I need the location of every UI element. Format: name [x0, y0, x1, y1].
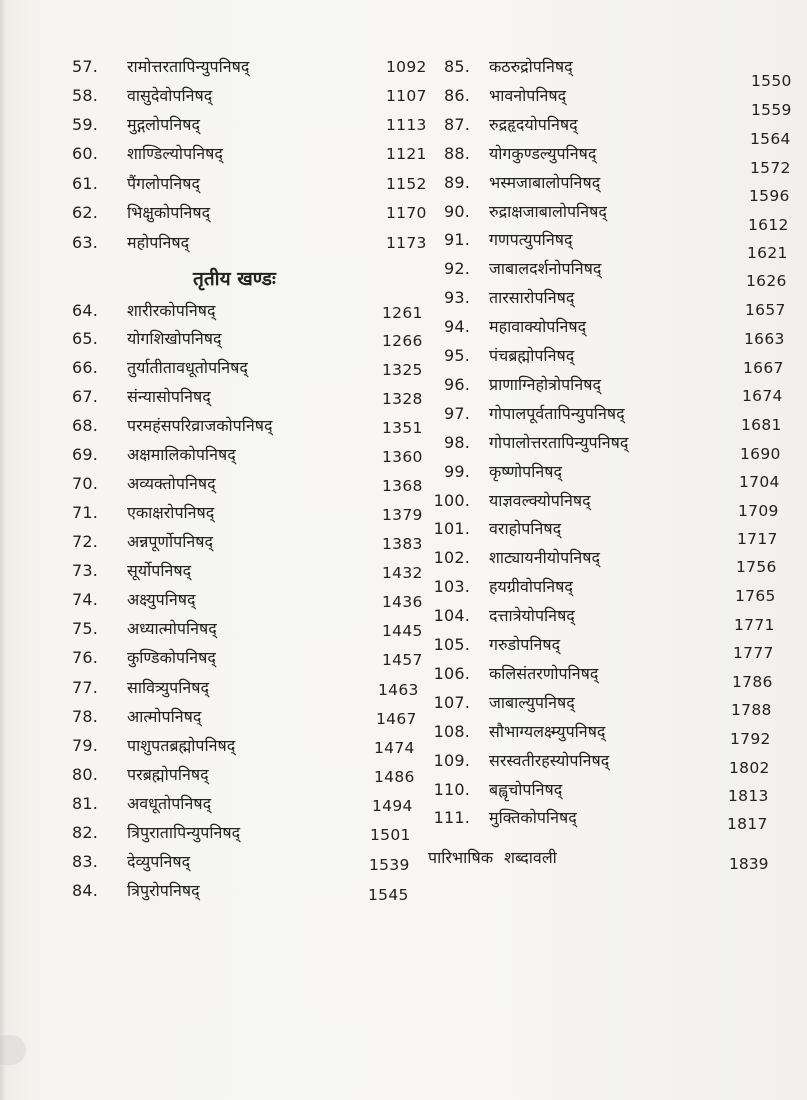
entry-title: बह्वृचोपनिषद्: [489, 780, 563, 799]
entry-number: 81.: [71, 794, 98, 813]
entry-number: 69.: [71, 445, 98, 464]
entry-page-number: 1621: [747, 244, 788, 262]
entry-number: 72.: [71, 532, 98, 551]
toc-entry: [417, 460, 807, 491]
entry-title: गरुडोपनिषद्: [489, 635, 561, 654]
entry-page-number: 1663: [744, 330, 785, 348]
entry-page-number: 1709: [738, 502, 779, 520]
entry-page-number: 1777: [733, 644, 774, 662]
toc-entry: [417, 546, 807, 576]
entry-page-number: 1756: [736, 558, 777, 576]
entry-page-number: 1328: [382, 390, 423, 408]
entry-number: 64.: [71, 301, 98, 320]
entry-title: जाबाल्युपनिषद्: [489, 693, 575, 712]
entry-number: 111.: [433, 808, 470, 827]
toc-entry: [0, 588, 423, 612]
toc-entry: [417, 691, 807, 719]
entry-title: पैंगलोपनिषद्: [127, 174, 200, 193]
toc-entry: [417, 286, 807, 319]
entry-title: अवधूतोपनिषद्: [127, 794, 212, 813]
toc-entry: [0, 879, 409, 904]
entry-page-number: 1261: [382, 304, 423, 322]
entry-page-number: 1379: [382, 506, 423, 524]
toc-entry: [0, 142, 427, 166]
toc-entry: [417, 402, 807, 434]
entry-title: अव्यक्तोपनिषद्: [127, 474, 216, 493]
toc-entry: [0, 327, 423, 351]
entry-number: 96.: [443, 375, 470, 394]
entry-number: 92.: [443, 259, 470, 278]
toc-entry: [417, 55, 807, 90]
entry-page-number: 1674: [742, 387, 783, 405]
entry-page-number: 1501: [370, 826, 411, 844]
toc-entry: [0, 231, 427, 255]
toc-entry: [0, 792, 413, 816]
entry-title: शाट्यायनीयोपनिषद्: [489, 548, 600, 567]
entry-number: 99.: [443, 462, 470, 481]
entry-title: रामोत्तरतापिन्युपनिषद्: [127, 57, 250, 76]
glossary-entry-label: पारिभाषिक शब्दावली: [428, 848, 557, 867]
entry-number: 57.: [71, 57, 98, 76]
toc-entry: [417, 720, 807, 748]
toc-entry: [417, 431, 807, 463]
entry-number: 95.: [443, 346, 470, 365]
entry-page-number: 1494: [372, 797, 413, 815]
entry-title: पंचब्रह्मोपनिषद्: [489, 346, 575, 365]
toc-entry: [0, 763, 415, 787]
toc-entry: [417, 142, 807, 177]
entry-number: 77.: [71, 678, 98, 697]
entry-page-number: 1474: [374, 739, 415, 757]
toc-entry: [417, 604, 807, 634]
entry-page-number: 1351: [382, 419, 423, 437]
entry-page-number: 1368: [382, 477, 423, 495]
entry-title: सौभाग्यलक्ष्म्युपनिषद्: [489, 722, 606, 741]
entry-title: आत्मोपनिषद्: [127, 707, 202, 726]
entry-page-number: 1486: [374, 768, 415, 786]
entry-number: 61.: [71, 174, 98, 193]
entry-page-number: 1667: [743, 359, 784, 377]
toc-entry: [0, 559, 423, 583]
entry-number: 102.: [433, 548, 470, 567]
toc-entry: [0, 676, 419, 700]
entry-number: 76.: [71, 648, 98, 667]
entry-page-number: 1802: [729, 759, 770, 777]
toc-entry: [417, 749, 807, 777]
toc-entry: [417, 517, 807, 548]
entry-page-number: 1113: [386, 116, 427, 134]
toc-entry: [0, 821, 411, 845]
entry-page-number: 1325: [382, 361, 423, 379]
toc-entry: [0, 172, 427, 196]
entry-number: 101.: [433, 519, 470, 538]
entry-number: 109.: [433, 751, 470, 770]
entry-title: भिक्षुकोपनिषद्: [127, 203, 211, 222]
entry-page-number: 1717: [737, 530, 778, 548]
entry-page-number: 1152: [386, 175, 427, 193]
entry-number: 63.: [71, 233, 98, 252]
entry-title: त्रिपुरोपनिषद्: [127, 881, 200, 900]
toc-entry: [0, 705, 417, 729]
entry-title: परब्रह्मोपनिषद्: [127, 765, 209, 784]
toc-entry: [0, 646, 423, 670]
toc-entry: [417, 84, 807, 119]
entry-number: 87.: [443, 115, 470, 134]
toc-entry: [417, 113, 807, 148]
entry-title: संन्यासोपनिषद्: [127, 387, 211, 406]
toc-entry: [417, 200, 807, 234]
toc-entry: [417, 806, 807, 833]
entry-title: योगकुण्डल्युपनिषद्: [489, 144, 597, 163]
entry-page-number: 1612: [748, 216, 789, 234]
entry-title: गोपालोत्तरतापिन्युपनिषद्: [489, 433, 629, 452]
toc-entry: [0, 84, 427, 108]
entry-number: 100.: [433, 491, 470, 510]
toc-entry: [0, 299, 423, 323]
entry-number: 105.: [433, 635, 470, 654]
entry-title: भस्मजाबालोपनिषद्: [489, 173, 601, 192]
entry-number: 82.: [71, 823, 98, 842]
entry-page-number: 1457: [382, 651, 423, 669]
entry-title: पाशुपतब्रह्मोपनिषद्: [127, 736, 236, 755]
entry-title: रुद्राक्षजाबालोपनिषद्: [489, 202, 607, 221]
entry-page-number: 1121: [386, 145, 427, 163]
entry-title: जाबालदर्शनोपनिषद्: [489, 259, 602, 278]
entry-title: गोपालपूर्वतापिन्युपनिषद्: [489, 404, 625, 423]
entry-title: शारीरकोपनिषद्: [127, 301, 216, 320]
entry-page-number: 1463: [378, 681, 419, 699]
entry-page-number: 1170: [386, 204, 427, 222]
entry-title: हयग्रीवोपनिषद्: [489, 577, 573, 596]
entry-page-number: 1786: [732, 673, 773, 691]
entry-title: कृष्णोपनिषद्: [489, 462, 563, 481]
entry-number: 83.: [71, 852, 98, 871]
entry-page-number: 1572: [750, 159, 791, 177]
entry-number: 91.: [443, 230, 470, 249]
entry-number: 93.: [443, 288, 470, 307]
entry-title: अक्षमालिकोपनिषद्: [127, 445, 236, 464]
entry-page-number: 1596: [749, 187, 790, 205]
entry-number: 65.: [71, 329, 98, 348]
entry-number: 84.: [71, 881, 98, 900]
entry-page-number: 1813: [728, 787, 769, 805]
glossary-entry-page: 1839: [729, 855, 769, 873]
entry-number: 97.: [443, 404, 470, 423]
entry-number: 108.: [433, 722, 470, 741]
entry-title: याज्ञवल्क्योपनिषद्: [489, 491, 591, 510]
entry-number: 71.: [71, 503, 98, 522]
toc-entry: [417, 575, 807, 605]
toc-entry: [417, 171, 807, 205]
entry-number: 98.: [443, 433, 470, 452]
entry-number: 104.: [433, 606, 470, 625]
entry-title: त्रिपुरातापिन्युपनिषद्: [127, 823, 241, 842]
entry-title: कठरुद्रोपनिषद्: [489, 57, 573, 76]
entry-page-number: 1704: [739, 473, 780, 491]
entry-page-number: 1092: [386, 58, 427, 76]
entry-title: देव्युपनिषद्: [127, 852, 191, 871]
entry-title: मुद्गलोपनिषद्: [127, 115, 200, 134]
entry-page-number: 1467: [376, 710, 417, 728]
entry-title: वराहोपनिषद्: [489, 519, 562, 538]
entry-title: अध्यात्मोपनिषद्: [127, 619, 217, 638]
section-heading: तृतीय खण्डः: [193, 268, 276, 290]
entry-title: कुण्डिकोपनिषद्: [127, 648, 216, 667]
entry-page-number: 1690: [740, 445, 781, 463]
toc-entry: [0, 113, 427, 137]
entry-number: 66.: [71, 358, 98, 377]
toc-entry: [0, 385, 423, 409]
entry-title: सावित्र्युपनिषद्: [127, 678, 209, 697]
entry-page-number: 1681: [741, 416, 782, 434]
entry-number: 90.: [443, 202, 470, 221]
entry-title: वासुदेवोपनिषद्: [127, 86, 213, 105]
entry-number: 78.: [71, 707, 98, 726]
toc-entry: [0, 472, 423, 496]
entry-page-number: 1657: [745, 301, 786, 319]
entry-title: सरस्वतीरहस्योपनिषद्: [489, 751, 610, 770]
entry-title: मुक्तिकोपनिषद्: [489, 808, 577, 827]
toc-entry: [0, 414, 423, 438]
toc-entry: [0, 850, 410, 874]
entry-number: 62.: [71, 203, 98, 222]
entry-number: 80.: [71, 765, 98, 784]
entry-title: तुर्यातीतावधूतोपनिषद्: [127, 358, 248, 377]
toc-entry: [417, 257, 807, 290]
toc-entry: [417, 344, 807, 377]
entry-page-number: 1817: [727, 815, 768, 833]
toc-entry: [0, 55, 427, 79]
entry-page-number: 1626: [746, 272, 787, 290]
entry-number: 67.: [71, 387, 98, 406]
entry-title: महावाक्योपनिषद्: [489, 317, 587, 336]
entry-title: परमहंसपरिव्राजकोपनिषद्: [127, 416, 273, 435]
toc-entry: [0, 530, 423, 554]
entry-title: गणपत्युपनिषद्: [489, 230, 573, 249]
entry-number: 107.: [433, 693, 470, 712]
entry-page-number: 1564: [750, 130, 791, 148]
entry-title: अन्नपूर्णोपनिषद्: [127, 532, 214, 551]
entry-number: 74.: [71, 590, 98, 609]
entry-number: 73.: [71, 561, 98, 580]
entry-title: शाण्डिल्योपनिषद्: [127, 144, 223, 163]
entry-number: 58.: [71, 86, 98, 105]
entry-title: भावनोपनिषद्: [489, 86, 567, 105]
entry-number: 70.: [71, 474, 98, 493]
entry-number: 94.: [443, 317, 470, 336]
toc-entry: [0, 201, 427, 225]
entry-page-number: 1445: [382, 622, 423, 640]
entry-title: अक्ष्युपनिषद्: [127, 590, 196, 609]
entry-number: 106.: [433, 664, 470, 683]
entry-title: योगशिखोपनिषद्: [127, 329, 222, 348]
entry-title: सूर्योपनिषद्: [127, 561, 192, 580]
entry-title: प्राणाग्निहोत्रोपनिषद्: [489, 375, 601, 394]
toc-entry: [0, 501, 423, 525]
entry-title: रुद्रहृदयोपनिषद्: [489, 115, 578, 134]
toc-entry: [417, 489, 807, 520]
toc-entry: [417, 662, 807, 691]
entry-title: महोपनिषद्: [127, 233, 190, 252]
entry-number: 103.: [433, 577, 470, 596]
entry-page-number: 1559: [751, 101, 792, 119]
toc-entry: [417, 373, 807, 405]
entry-page-number: 1360: [382, 448, 423, 466]
toc-entry: [417, 315, 807, 348]
entry-page-number: 1539: [369, 856, 410, 874]
toc-entry: [417, 633, 807, 662]
entry-page-number: 1788: [731, 701, 772, 719]
entry-page-number: 1765: [735, 587, 776, 605]
entry-title: कलिसंतरणोपनिषद्: [489, 664, 599, 683]
entry-number: 75.: [71, 619, 98, 638]
entry-title: दत्तात्रेयोपनिषद्: [489, 606, 575, 625]
toc-entry: [417, 228, 807, 262]
toc-entry: [417, 778, 807, 805]
entry-page-number: 1550: [751, 72, 792, 90]
entry-page-number: 1792: [730, 730, 771, 748]
entry-number: 88.: [443, 144, 470, 163]
toc-entry: [0, 734, 415, 758]
entry-number: 86.: [443, 86, 470, 105]
entry-page-number: 1432: [382, 564, 423, 582]
toc-entry: [0, 443, 423, 467]
entry-page-number: 1771: [734, 616, 775, 634]
entry-number: 60.: [71, 144, 98, 163]
right-column: [417, 0, 807, 1100]
entry-title: तारसारोपनिषद्: [489, 288, 575, 307]
entry-number: 79.: [71, 736, 98, 755]
entry-number: 59.: [71, 115, 98, 134]
entry-page-number: 1436: [382, 593, 423, 611]
entry-number: 89.: [443, 173, 470, 192]
entry-page-number: 1107: [386, 87, 427, 105]
entry-page-number: 1173: [386, 234, 427, 252]
entry-page-number: 1383: [382, 535, 423, 553]
toc-entry: [0, 356, 423, 380]
entry-page-number: 1266: [382, 332, 423, 350]
entry-number: 85.: [443, 57, 470, 76]
entry-page-number: 1545: [368, 886, 409, 904]
entry-number: 110.: [433, 780, 470, 799]
toc-entry: [0, 617, 423, 641]
entry-number: 68.: [71, 416, 98, 435]
entry-title: एकाक्षरोपनिषद्: [127, 503, 215, 522]
